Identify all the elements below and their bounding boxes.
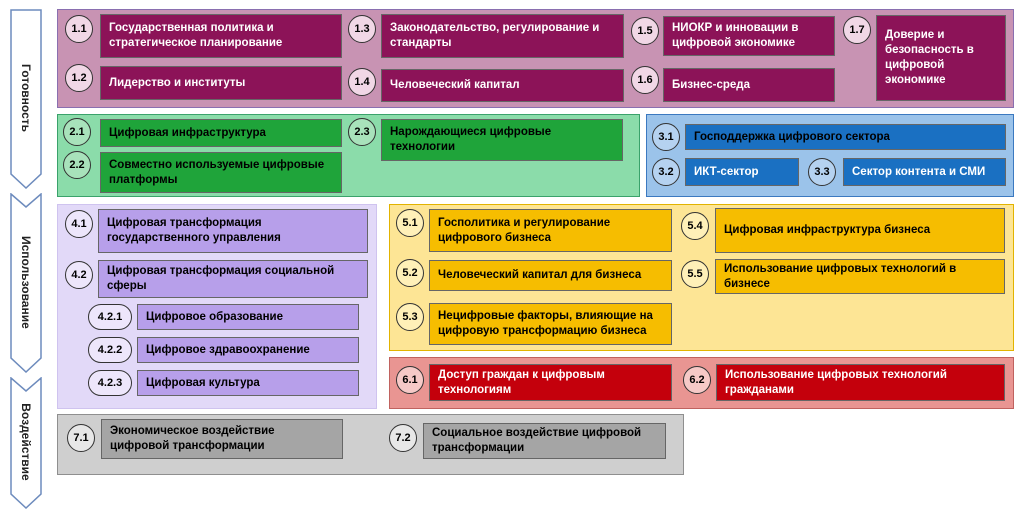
item-box-7-2[interactable]: Социальное воздействие цифровой трансформации xyxy=(423,423,666,459)
item-number: 3.3 xyxy=(808,158,836,186)
item-number: 5.5 xyxy=(681,260,709,288)
item-box-1-5[interactable]: НИОКР и инновации в цифровой экономике xyxy=(663,16,835,56)
item-box-6-1[interactable]: Доступ граждан к цифровым технологиям xyxy=(429,364,672,401)
item-box-4-2-2[interactable]: Цифровое здравоохранение xyxy=(137,337,359,363)
item-number: 2.1 xyxy=(63,118,91,146)
item-number: 1.5 xyxy=(631,17,659,45)
item-number: 7.2 xyxy=(389,424,417,452)
item-box-4-2[interactable]: Цифровая трансформация социальной сферы xyxy=(98,260,368,298)
stage-arrow-readiness xyxy=(10,9,42,189)
item-number: 2.2 xyxy=(63,151,91,179)
item-box-1-6[interactable]: Бизнес-среда xyxy=(663,68,835,102)
item-number: 1.2 xyxy=(65,64,93,92)
item-box-5-1[interactable]: Госполитика и регулирование цифрового бизнеса xyxy=(429,209,672,252)
item-box-5-5[interactable]: Использование цифровых технологий в бизнесе xyxy=(715,259,1005,294)
item-box-4-1[interactable]: Цифровая трансформация государственного управления xyxy=(98,209,368,253)
item-box-3-1[interactable]: Господдержка цифрового сектора xyxy=(685,124,1006,150)
item-box-1-2[interactable]: Лидерство и институты xyxy=(100,66,342,100)
item-box-5-4[interactable]: Цифровая инфраструктура бизнеса xyxy=(715,208,1005,253)
item-number: 5.4 xyxy=(681,212,709,240)
item-box-2-3[interactable]: Нарождающиеся цифровые технологии xyxy=(381,119,623,161)
item-box-1-1[interactable]: Государственная политика и стратегическое планирование xyxy=(100,14,342,58)
item-number: 4.2.1 xyxy=(88,304,132,330)
item-box-2-1[interactable]: Цифровая инфраструктура xyxy=(100,119,342,147)
item-box-2-2[interactable]: Совместно используемые цифровые платформы xyxy=(100,152,342,193)
item-number: 1.7 xyxy=(843,16,871,44)
item-number: 1.4 xyxy=(348,68,376,96)
item-number: 4.2.2 xyxy=(88,337,132,363)
stage-label-usage: Использование xyxy=(19,236,33,329)
stage-arrow-usage xyxy=(10,193,42,373)
item-number: 4.1 xyxy=(65,210,93,238)
item-box-3-3[interactable]: Сектор контента и СМИ xyxy=(843,158,1006,186)
item-box-1-4[interactable]: Человеческий капитал xyxy=(381,69,624,102)
item-number: 5.2 xyxy=(396,259,424,287)
item-number: 1.3 xyxy=(348,15,376,43)
item-number: 1.1 xyxy=(65,15,93,43)
item-number: 6.1 xyxy=(396,366,424,394)
item-number: 7.1 xyxy=(67,424,95,452)
stage-label-readiness: Готовность xyxy=(19,63,33,132)
item-box-1-3[interactable]: Законодательство, регулирование и стандарты xyxy=(381,14,624,58)
item-number: 5.1 xyxy=(396,209,424,237)
item-number: 3.2 xyxy=(652,158,680,186)
item-box-3-2[interactable]: ИКТ-сектор xyxy=(685,158,799,186)
item-number: 4.2.3 xyxy=(88,370,132,396)
stage-arrow-impact xyxy=(10,377,42,509)
item-box-6-2[interactable]: Использование цифровых технологий гражданами xyxy=(716,364,1005,401)
item-number: 4.2 xyxy=(65,261,93,289)
stage-label-impact: Воздействие xyxy=(19,403,33,481)
item-box-4-2-1[interactable]: Цифровое образование xyxy=(137,304,359,330)
item-number: 5.3 xyxy=(396,303,424,331)
item-number: 3.1 xyxy=(652,123,680,151)
item-box-4-2-3[interactable]: Цифровая культура xyxy=(137,370,359,396)
item-box-1-7[interactable]: Доверие и безопасность в цифровой экономике xyxy=(876,15,1006,101)
item-box-5-2[interactable]: Человеческий капитал для бизнеса xyxy=(429,260,672,291)
item-box-5-3[interactable]: Нецифровые факторы, влияющие на цифровую трансформацию бизнеса xyxy=(429,303,672,345)
item-number: 6.2 xyxy=(683,366,711,394)
item-number: 1.6 xyxy=(631,66,659,94)
item-number: 2.3 xyxy=(348,118,376,146)
item-box-7-1[interactable]: Экономическое воздействие цифровой трансформации xyxy=(101,419,343,459)
